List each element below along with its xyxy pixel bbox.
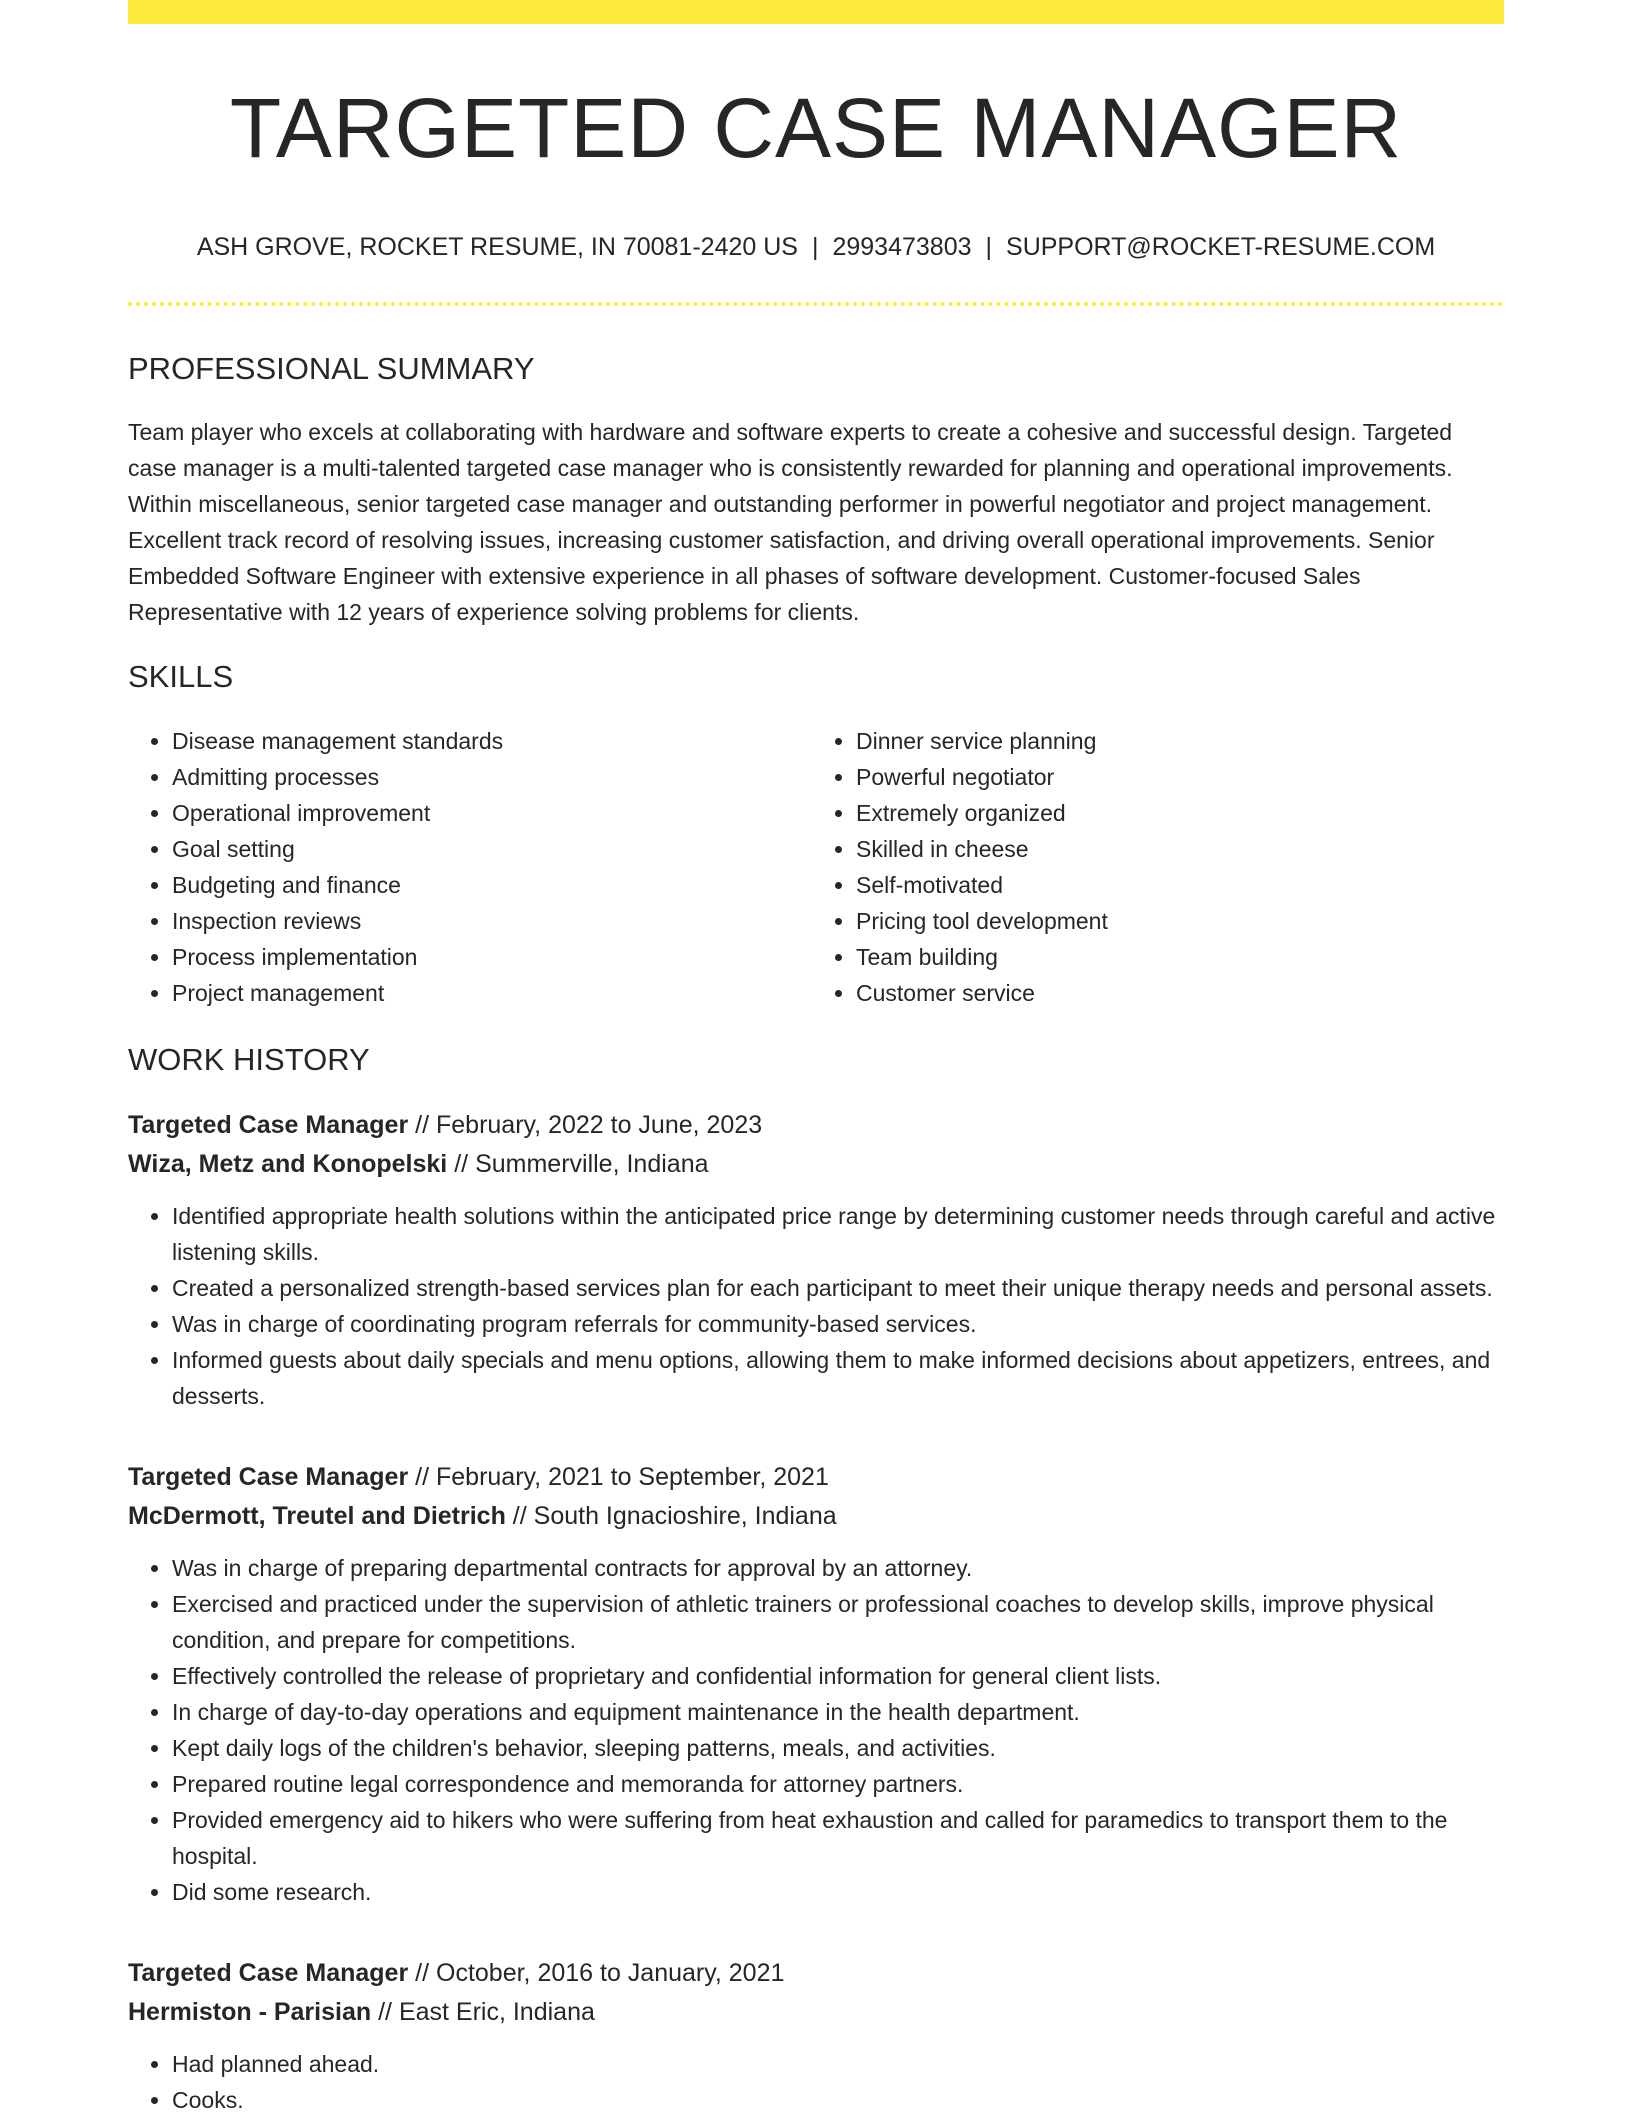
separator: // [408, 1110, 436, 1139]
separator: // [408, 1958, 436, 1987]
skill-item: • Admitting processes [172, 759, 806, 795]
skill-item: • Skilled in cheese [856, 831, 1490, 867]
contact-address: ASH GROVE, ROCKET RESUME, IN 70081-2420 US [196, 233, 798, 262]
job-title-line [128, 1458, 1504, 1497]
job-entry [128, 1106, 1504, 1414]
skill-item: • Budgeting and finance [172, 867, 806, 903]
skill-item: • Operational improvement [172, 795, 806, 831]
job-company: Wiza, Metz and Konopelski [128, 1149, 448, 1178]
job-bullet: • Informed guests about daily specials and menu options, allowing them to make informed decisions about appetizers, entrees, and desserts. [172, 1342, 1504, 1414]
job-title-line [128, 1954, 1504, 1993]
job-title-line [128, 1106, 1504, 1145]
skills-column-right [806, 723, 1490, 1011]
skills-column-left [128, 723, 806, 1011]
job-bullet: • Effectively controlled the release of proprietary and confidential information for general client lists. [172, 1658, 1504, 1694]
work-history-heading: WORK HISTORY [128, 1041, 370, 1077]
contact-separator: | [985, 233, 993, 262]
skill-item: • Self-motivated [856, 867, 1490, 903]
separator: // [408, 1462, 436, 1491]
skill-item: • Inspection reviews [172, 903, 806, 939]
skill-item: • Extremely organized [856, 795, 1490, 831]
job-entry [128, 1458, 1504, 1910]
job-bullet: • Was in charge of coordinating program referrals for community-based services. [172, 1306, 1504, 1342]
contact-phone: 2993473803 [832, 233, 972, 262]
skills-heading: SKILLS [128, 658, 234, 694]
skill-item: • Pricing tool development [856, 903, 1490, 939]
skills-list [128, 723, 1504, 1011]
job-dates: February, 2021 to September, 2021 [436, 1462, 829, 1491]
job-bullets [128, 1550, 1504, 1910]
job-bullet: • Was in charge of preparing departmental contracts for approval by an attorney. [172, 1550, 1504, 1586]
job-bullets [128, 2046, 1504, 2118]
resume-page [128, 0, 1504, 2118]
skill-item: • Disease management standards [172, 723, 806, 759]
job-bullet: • In charge of day-to-day operations and equipment maintenance in the health department. [172, 1694, 1504, 1730]
summary-text: Team player who excels at collaborating with hardware and software experts to create a cohesive and successful design. Targeted case manager is a multi-talented targeted case manager who is consistently rewarded for planning and operational improvements. Within miscellaneous, senior targeted case manager and outstanding performer in powerful negotiator and project management. Excellent track record of resolving issues, increasing customer satisfaction, and driving overall operational improvements. Senior Embedded Software Engineer with extensive experience in all phases of software development. Customer-focused Sales Representative with 12 years of experience solving problems for clients. [128, 418, 1453, 625]
contact-line [128, 232, 1504, 262]
separator: // [371, 1997, 399, 2026]
job-title: Targeted Case Manager [128, 1462, 409, 1491]
job-bullet: • Created a personalized strength-based services plan for each participant to meet their unique therapy needs and personal assets. [172, 1270, 1504, 1306]
skill-item: • Goal setting [172, 831, 806, 867]
job-dates: February, 2022 to June, 2023 [436, 1110, 763, 1139]
job-company-line [128, 1993, 1504, 2032]
skill-item: • Powerful negotiator [856, 759, 1490, 795]
skill-item: • Dinner service planning [856, 723, 1490, 759]
candidate-name: TARGETED CASE MANAGER [229, 81, 1403, 175]
accent-bar [128, 0, 1504, 24]
job-bullet: • Had planned ahead. [172, 2046, 1504, 2082]
job-bullets [128, 1198, 1504, 1414]
skill-item: • Process implementation [172, 939, 806, 975]
job-company-line [128, 1497, 1504, 1536]
job-company-line [128, 1145, 1504, 1184]
skill-item: • Project management [172, 975, 806, 1011]
work-history-list [128, 1106, 1504, 2118]
separator: // [447, 1149, 476, 1178]
skill-item: • Team building [856, 939, 1490, 975]
summary-heading: PROFESSIONAL SUMMARY [128, 351, 535, 387]
dotted-divider [128, 302, 1504, 306]
job-dates: October, 2016 to January, 2021 [436, 1958, 785, 1987]
job-bullet: • Provided emergency aid to hikers who were suffering from heat exhaustion and called for paramedics to transport them to the hospital. [172, 1802, 1504, 1874]
job-company: McDermott, Treutel and Dietrich [128, 1501, 506, 1530]
contact-email: SUPPORT@ROCKET-RESUME.COM [1006, 233, 1436, 262]
job-location: South Ignacioshire, Indiana [533, 1501, 837, 1530]
separator: // [505, 1501, 534, 1530]
job-bullet: • Did some research. [172, 1874, 1504, 1910]
contact-separator: | [811, 233, 819, 262]
job-entry [128, 1954, 1504, 2118]
job-title: Targeted Case Manager [128, 1110, 409, 1139]
job-bullet: • Cooks. [172, 2082, 1504, 2118]
skill-item: • Customer service [856, 975, 1490, 1011]
job-bullet: • Kept daily logs of the children's behavior, sleeping patterns, meals, and activities. [172, 1730, 1504, 1766]
job-title: Targeted Case Manager [128, 1958, 409, 1987]
job-location: East Eric, Indiana [398, 1997, 595, 2026]
job-company: Hermiston - Parisian [128, 1997, 372, 2026]
job-location: Summerville, Indiana [475, 1149, 709, 1178]
job-bullet: • Exercised and practiced under the supervision of athletic trainers or professional coaches to develop skills, improve physical condition, and prepare for competitions. [172, 1586, 1504, 1658]
job-bullet: • Prepared routine legal correspondence and memoranda for attorney partners. [172, 1766, 1504, 1802]
job-bullet: • Identified appropriate health solutions within the anticipated price range by determining customer needs through careful and active listening skills. [172, 1198, 1504, 1270]
